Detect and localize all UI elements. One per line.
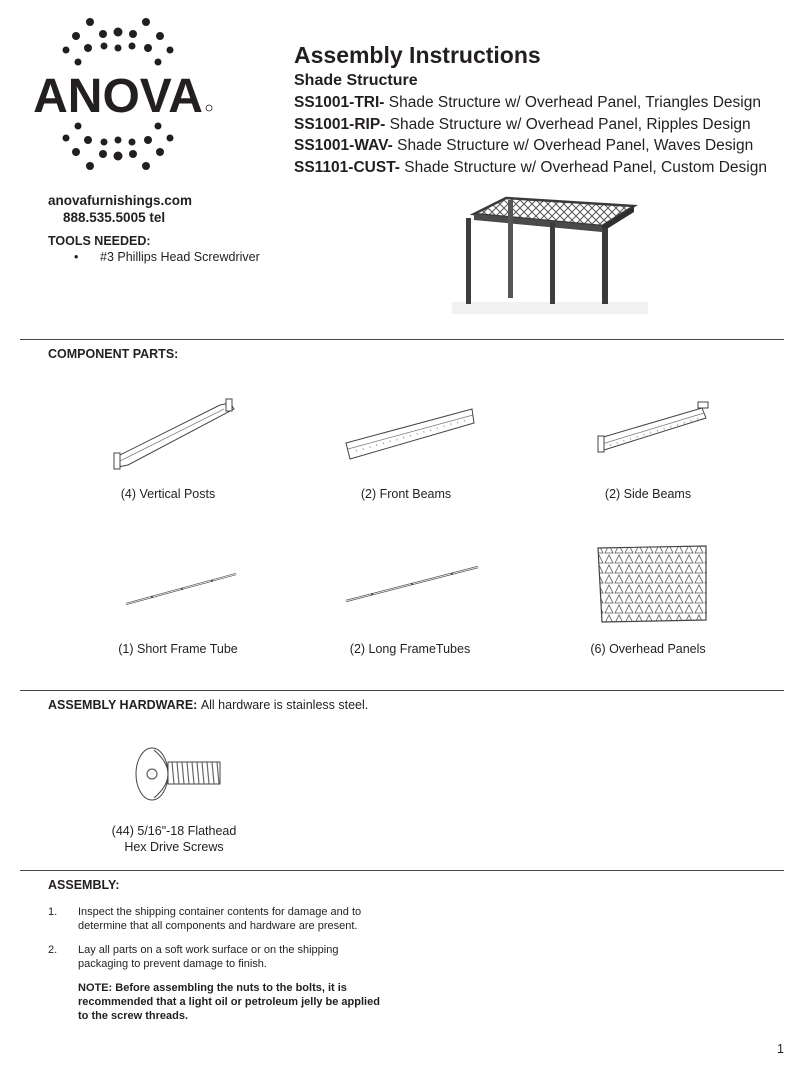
short-frame-tube-illustration <box>122 568 242 608</box>
divider <box>20 690 784 691</box>
vertical-post-illustration <box>108 395 243 475</box>
hardware-intro: All hardware is stainless steel. <box>200 698 369 712</box>
phone-text: 888.535.5005 tel <box>63 210 166 225</box>
hardware-item-label: (44) 5/16"-18 Flathead Hex Drive Screws <box>111 824 237 854</box>
model-line: SS1001-RIP- Shade Structure w/ Overhead Panel, Ripples Design <box>294 115 751 133</box>
long-frame-tube-illustration <box>342 563 482 605</box>
assembly-note: NOTE: Before assembling the nuts to the bolts, it is recommended that a light oil or petroleum jelly be applied to the screw threads. <box>78 982 380 1022</box>
logo-wordmark: ANOVA <box>33 70 203 123</box>
assembly-step: 1. Inspect the shipping container contents for damage and to determine that all components and hardware are present. <box>48 906 362 932</box>
contact-info <box>48 192 192 226</box>
model-line: SS1001-TRI- Shade Structure w/ Overhead Panel, Triangles Design <box>294 94 761 111</box>
part-label: (6) Overhead Panels <box>590 642 706 656</box>
page-title: Assembly Instructions <box>294 42 541 68</box>
divider <box>20 339 784 340</box>
assembly-step: 2. Lay all parts on a soft work surface or on the shipping packaging to prevent damage to finish. <box>48 944 339 970</box>
component-parts-heading: COMPONENT PARTS: <box>48 347 179 361</box>
part-label: (2) Side Beams <box>604 487 692 501</box>
flathead-screw-illustration <box>132 742 228 806</box>
website-text: anovafurnishings.com <box>48 193 193 208</box>
assembly-steps <box>48 905 388 1023</box>
anova-logo <box>18 12 218 172</box>
part-label: (2) Long FrameTubes <box>349 642 471 656</box>
bullet: • <box>74 250 79 264</box>
part-label: (4) Vertical Posts <box>120 487 216 501</box>
assembly-heading: ASSEMBLY: <box>48 878 120 892</box>
tools-list-item: • #3 Phillips Head Screwdriver <box>74 250 260 264</box>
page-number: 1 <box>777 1042 784 1056</box>
overhead-panel-illustration <box>594 544 710 624</box>
model-list <box>294 92 767 178</box>
front-beam-illustration <box>340 403 480 463</box>
product-subtitle: Shade Structure <box>294 72 418 89</box>
hardware-heading: ASSEMBLY HARDWARE: All hardware is stainless steel. <box>48 698 369 712</box>
shade-structure-image <box>452 192 652 317</box>
part-label: (2) Front Beams <box>360 487 452 501</box>
part-label: (1) Short Frame Tube <box>118 642 238 656</box>
divider <box>20 870 784 871</box>
side-beam-illustration <box>594 400 714 456</box>
model-line: SS1101-CUST- Shade Structure w/ Overhead Panel, Custom Design <box>294 158 767 176</box>
tools-heading: TOOLS NEEDED: <box>48 234 151 248</box>
model-line: SS1001-WAV- Shade Structure w/ Overhead Panel, Waves Design <box>294 137 754 154</box>
